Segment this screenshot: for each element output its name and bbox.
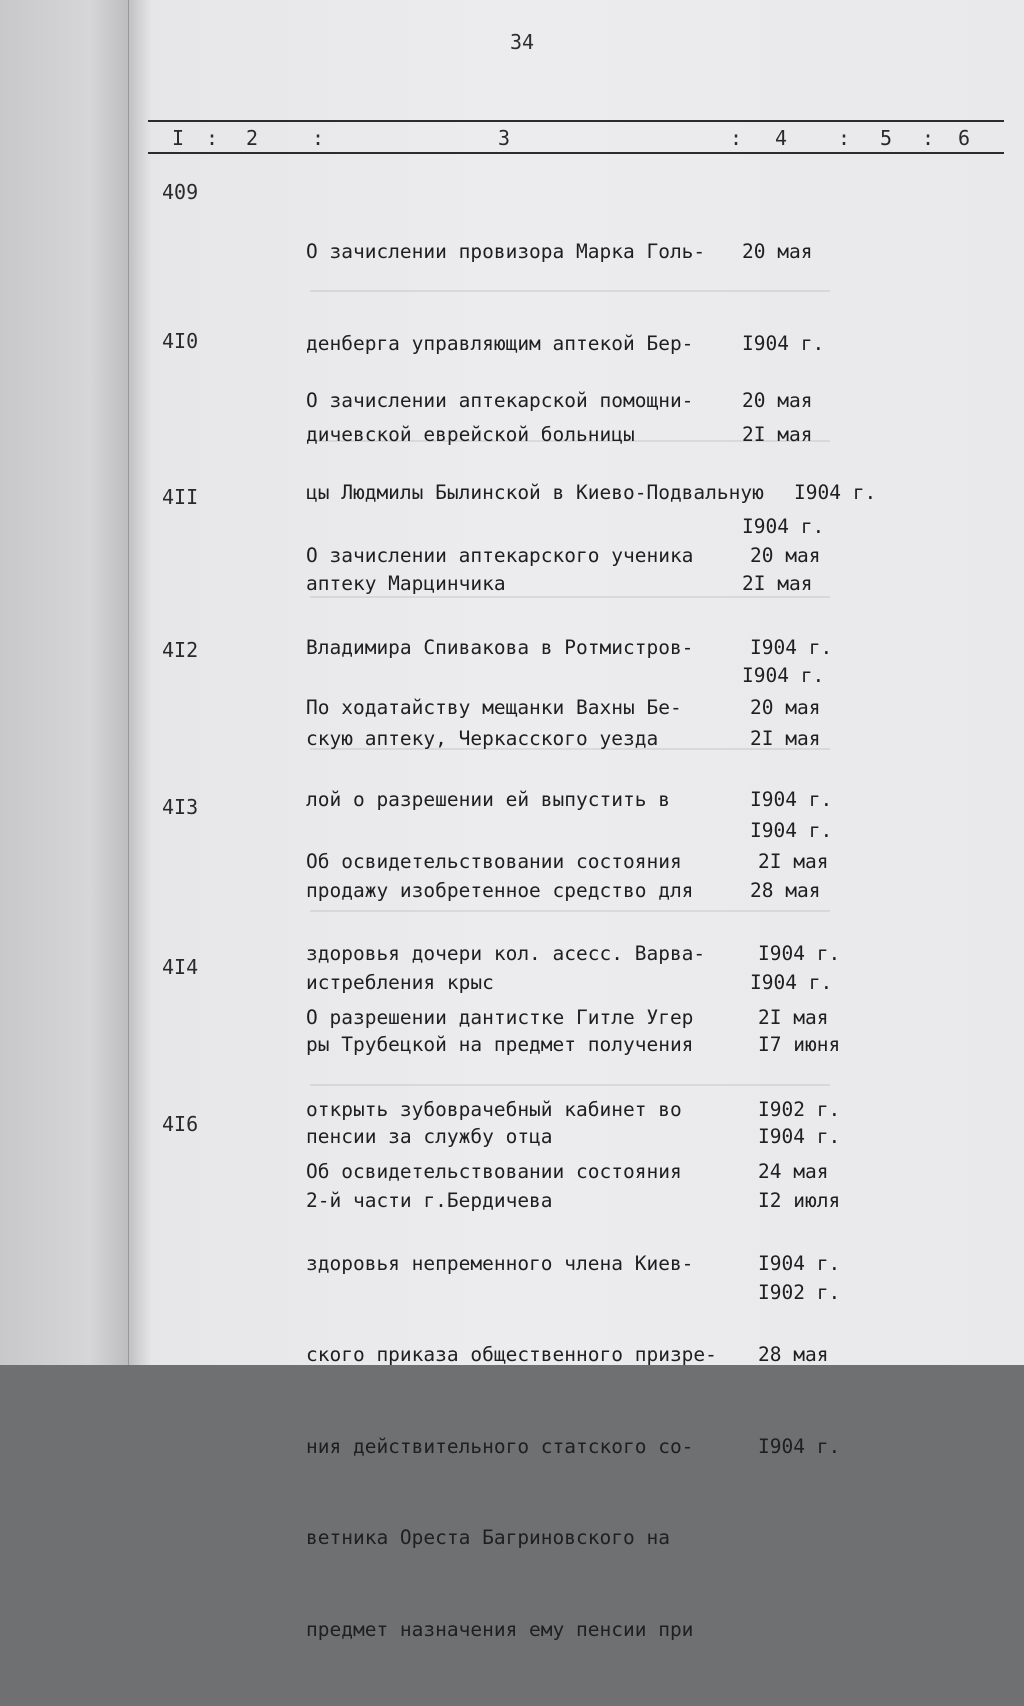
date-line: I904 г.	[750, 970, 833, 994]
description-line: По ходатайству мещанки Вахны Бе-	[306, 696, 682, 719]
spine-shadow	[128, 0, 152, 1365]
row-number: 4I4	[162, 955, 199, 979]
description-line: Владимира Спивакова в Ротмистров-	[306, 635, 694, 659]
description-line: О разрешении дантистке Гитле Угер	[306, 1006, 694, 1029]
table-header-bottom-rule	[148, 152, 1004, 154]
header-col-3: 3	[498, 126, 511, 150]
date-line: 2I мая	[758, 850, 829, 873]
date-line: 24 мая	[758, 1160, 829, 1183]
description-line: предмет назначения ему пенсии при	[306, 1617, 694, 1641]
date-line: I902 г.	[758, 1097, 841, 1121]
description-line: ского приказа общественного призре-	[306, 1343, 717, 1366]
date-line: I904 г.	[750, 635, 833, 659]
page-number: 34	[510, 30, 535, 54]
date-line: 2I мая	[742, 572, 813, 595]
row-number: 4I2	[162, 638, 199, 662]
description-line: Об освидетельствовании состояния	[306, 850, 682, 873]
date-line: 2I мая	[750, 727, 821, 750]
date-line: 20 мая	[742, 240, 813, 263]
row-number: 4I0	[162, 329, 199, 353]
header-sep: :	[838, 126, 851, 150]
description-line: продажу изобретенное средство для	[306, 879, 694, 902]
date-line: I904 г.	[750, 787, 833, 811]
description-line: здоровья непременного члена Киев-	[306, 1251, 694, 1275]
description-line: денберга управляющим аптекой Бер-	[306, 331, 694, 355]
date-line: I902 г.	[758, 1280, 841, 1304]
header-sep: :	[312, 126, 325, 150]
date-line: I904 г.	[758, 1251, 841, 1275]
row-number: 4I3	[162, 795, 199, 819]
description-line: здоровья дочери кол. асесс. Варва-	[306, 941, 706, 965]
row-number: 4I6	[162, 1112, 199, 1136]
description-line: скую аптеку, Черкасского уезда	[306, 727, 659, 750]
row-number: 4II	[162, 485, 199, 509]
date-line: I2 июля	[758, 1189, 841, 1212]
description-line: 2-й части г.Бердичева	[306, 1189, 553, 1212]
header-sep: :	[922, 126, 935, 150]
description-line: дичевской еврейской больницы	[306, 423, 635, 446]
date-line: I904 г.	[758, 941, 841, 965]
description-line: ния действительного статского со-	[306, 1434, 694, 1458]
description-line: истребления крыс	[306, 970, 494, 994]
description-line: О зачислении аптекарского ученика	[306, 544, 694, 567]
description-line: ветника Ореста Багриновского на	[306, 1526, 670, 1549]
date-line: I904 г.	[742, 514, 825, 538]
table-header-top-rule	[148, 120, 1004, 122]
date-line: 2I мая	[758, 1006, 829, 1029]
date-line: 28 мая	[750, 879, 821, 902]
header-col-1: I	[172, 126, 185, 150]
header-col-5: 5	[880, 126, 893, 150]
row-number: 409	[162, 180, 199, 204]
header-col-4: 4	[775, 126, 788, 150]
header-sep: :	[206, 126, 219, 150]
description-line: пенсии за службу отца	[306, 1124, 553, 1148]
date-line: I904 г.	[758, 1124, 841, 1148]
description-line: лой о разрешении ей выпустить в	[306, 787, 670, 811]
header-col-2: 2	[246, 126, 259, 150]
description-line: О зачислении аптекарской помощни-	[306, 389, 694, 412]
description-line: аптеку Марцинчика	[306, 572, 506, 595]
date-line: 20 мая	[750, 696, 821, 719]
description-line: цы Людмилы Былинской в Киево-Подвальную	[306, 480, 764, 504]
header-col-6: 6	[958, 126, 971, 150]
date-line: I904 г.	[758, 1434, 841, 1458]
date-line: I904 г.	[742, 663, 825, 687]
date-line: I7 июня	[758, 1033, 841, 1056]
date-line: I904 г.	[750, 818, 833, 842]
description-line: Об освидетельствовании состояния	[306, 1160, 682, 1183]
date-line: 20 мая	[742, 389, 813, 412]
date-line: 2I мая	[742, 423, 813, 446]
date-line: 28 мая	[758, 1343, 829, 1366]
description-line: О зачислении провизора Марка Голь-	[306, 240, 706, 263]
description-line: ры Трубецкой на предмет получения	[306, 1033, 694, 1056]
date-line: I904 г.	[794, 480, 877, 504]
description-line: открыть зубоврачебный кабинет во	[306, 1097, 682, 1121]
row-dates	[742, 1096, 892, 1523]
header-sep: :	[730, 126, 743, 150]
date-line: I904 г.	[742, 331, 825, 355]
date-line: 20 мая	[750, 544, 821, 567]
book-spine	[0, 0, 129, 1365]
